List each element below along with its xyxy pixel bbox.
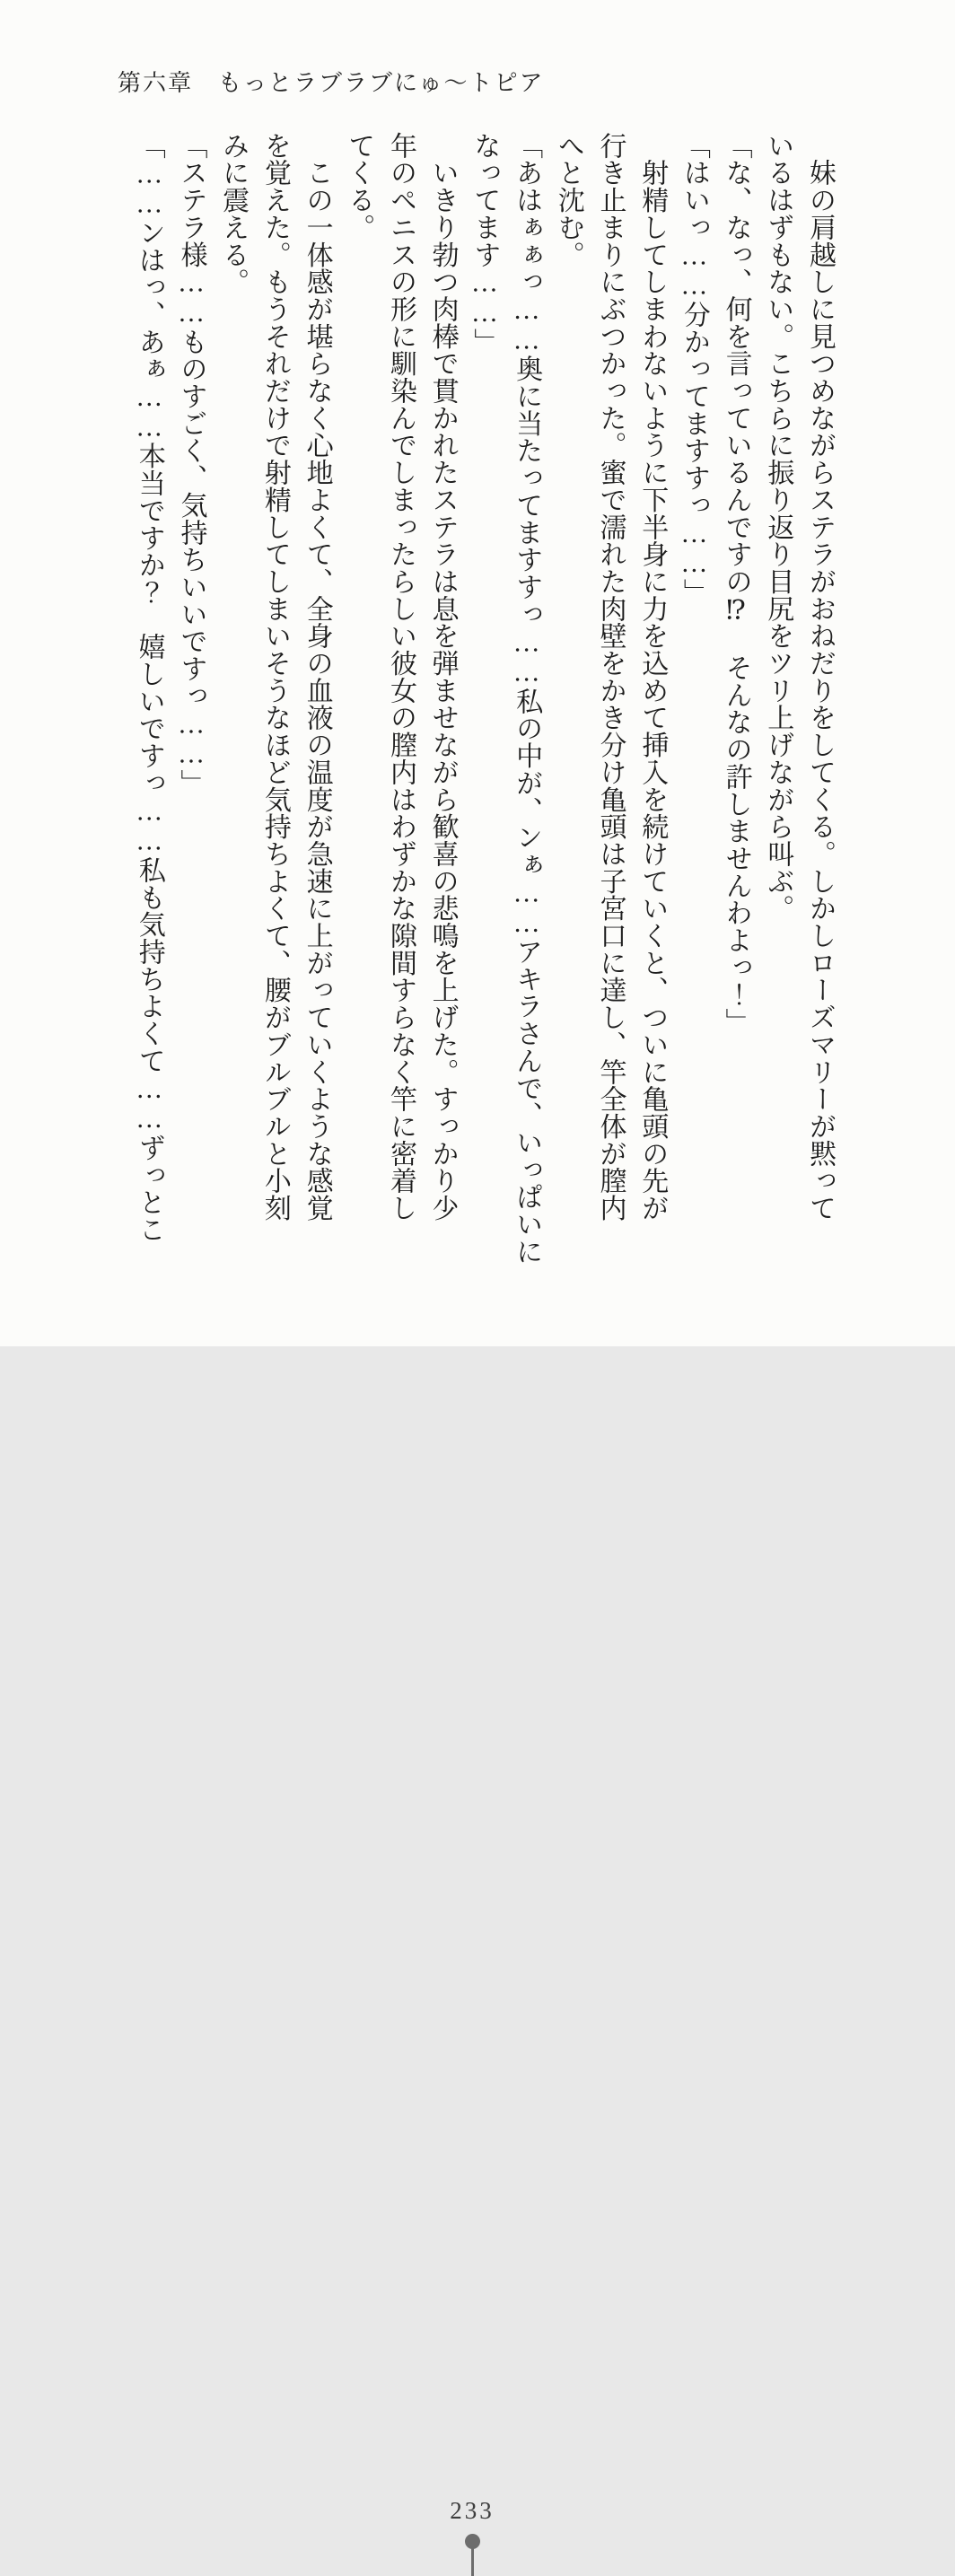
text-line: いきり勃つ肉棒で貫かれたステラは息を弾ませながら歓喜の悲鳴を上げた。すっかり少 — [427, 132, 458, 1222]
text-line: 「はいっ……分かってますすっ……」 — [679, 132, 709, 606]
page-footer — [0, 1230, 955, 2524]
text-line: を覚えた。もうそれだけで射精してしまいそうなほど気持ちよくて、腰がブルブルと小刻 — [259, 132, 290, 1222]
text-line: みに震える。 — [218, 132, 249, 296]
text-line: 行き止まりにぶつかった。蜜で濡れた肉壁をかき分け亀頭は子宮口に達し、竿全体が膣内 — [595, 132, 626, 1222]
text-line: いるはずもない。こちらに振り返り目尻をツリ上げながら叫ぶ。 — [763, 132, 793, 923]
page-number: 233 — [450, 2497, 495, 2524]
text-line: 妹の肩越しに見つめながらステラがおねだりをしてくる。しかしローズマリーが黙って — [805, 132, 835, 1222]
text-line: 「な、なっ、何を言っているんですの⁉ そんなの許しませんわよっ！」 — [721, 132, 751, 1036]
text-line: なってます……」 — [469, 132, 500, 355]
text-line: 「あはぁぁっ……奥に当たってますすっ……私の中が、ンぁ……アキラさんで、いっぱいに — [512, 132, 542, 1266]
text-line: へと沈む。 — [553, 132, 583, 268]
pin-ornament-stem-icon — [471, 2547, 474, 2576]
text-line: この一体感が堪らなく心地よくて、全身の血液の温度が急速に上がっていくような感覚 — [302, 132, 332, 1222]
body-text — [127, 132, 840, 1266]
text-line: 射精してしまわないように下半身に力を込めて挿入を続けていくと、ついに亀頭の先が — [637, 132, 668, 1222]
text-line: 「……ンはっ、あぁ……本当ですか？ 嬉しいですっ……私も気持ちよくて……ずっとこ — [134, 132, 164, 1243]
text-line: てくる。 — [344, 132, 374, 241]
text-line: 「ステラ様……ものすごく、気持ちいいですっ……」 — [176, 132, 206, 797]
text-line: 年のペニスの形に馴染んでしまったらしい彼女の膣内はわずかな隙間すらなく竿に密着し — [385, 132, 416, 1222]
chapter-header: 第六章 もっとラブラブにゅ～トピア — [118, 70, 545, 96]
